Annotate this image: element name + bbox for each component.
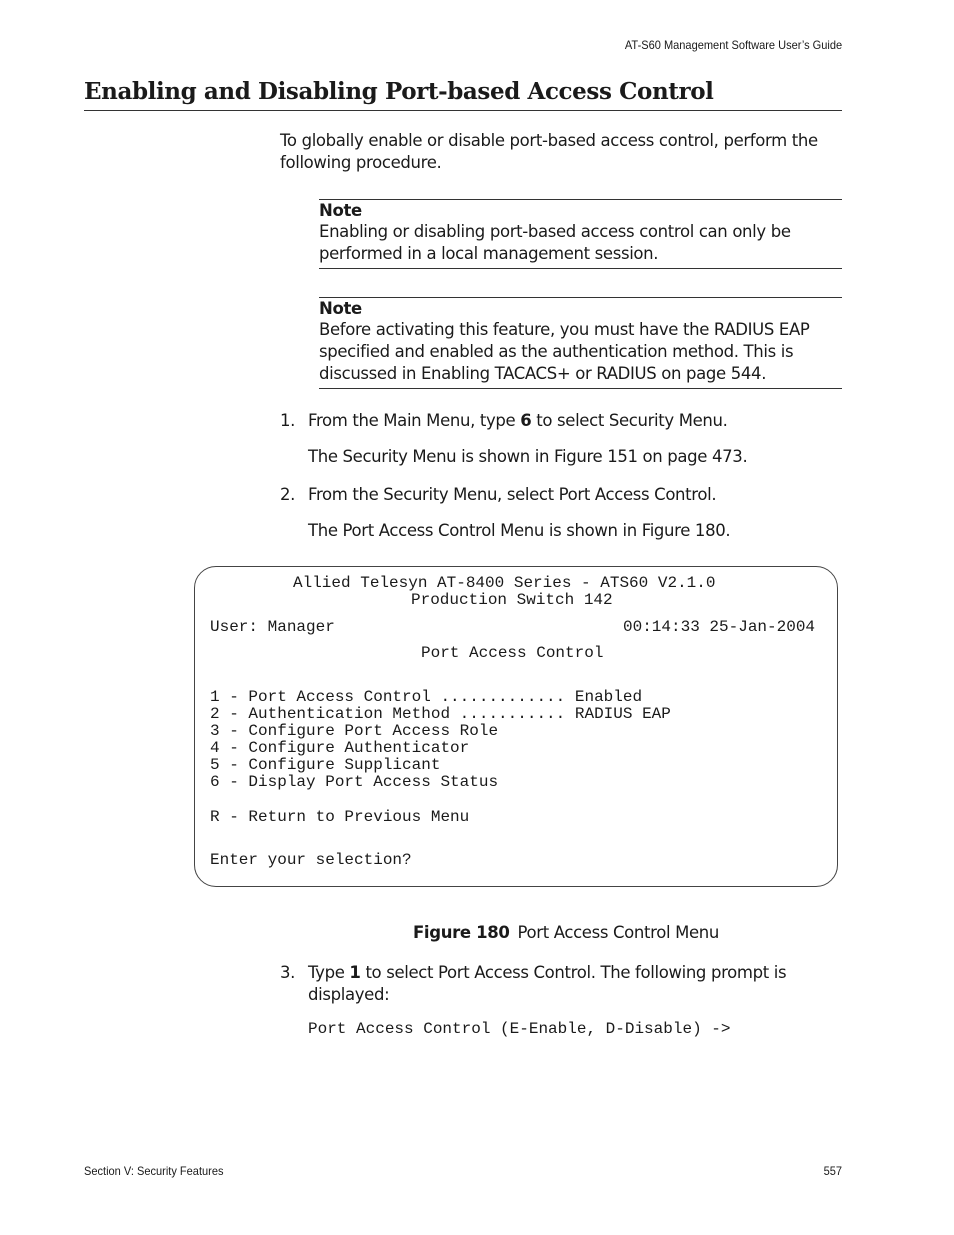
terminal-menu-title: Port Access Control [421, 644, 604, 662]
terminal-user: User: Manager [210, 618, 335, 636]
note-box [319, 199, 842, 269]
figure-caption [413, 922, 719, 944]
intro-paragraph: To globally enable or disable port-based access control, perform the following procedure. [280, 131, 818, 172]
step-2-result: The Port Access Control Menu is shown in Figure 180. [308, 521, 731, 540]
terminal-screen [194, 566, 838, 887]
title-rule [84, 110, 842, 111]
step-text: From the Main Menu, type 6 to select Security Menu. [308, 411, 728, 430]
step-key: 6 [520, 411, 532, 430]
terminal-switch-name: Production Switch 142 [411, 591, 613, 609]
terminal-prompt: Enter your selection? [210, 851, 412, 869]
menu-item-configure-supplicant: 5 - Configure Supplicant [210, 756, 441, 774]
terminal-datetime: 00:14:33 25-Jan-2004 [623, 618, 816, 636]
step-1-result: The Security Menu is shown in Figure 151 on page 473. [308, 447, 748, 466]
step-text: Type 1 to select Port Access Control. The following prompt is displayed: [308, 963, 787, 1004]
running-header: AT-S60 Management Software User’s Guide [624, 38, 842, 52]
note-label: Note [319, 201, 362, 220]
note-label: Note [319, 299, 362, 318]
note-text: Enabling or disabling port-based access control can only be performed in a local management session. [319, 222, 791, 263]
figure-label: Figure 180 [413, 923, 510, 942]
page-number: 557 [823, 1164, 842, 1178]
step-key: 1 [349, 963, 361, 982]
menu-item-return: R - Return to Previous Menu [210, 808, 470, 826]
menu-item-configure-authenticator: 4 - Configure Authenticator [210, 739, 470, 757]
step-number: 1. [280, 411, 296, 430]
menu-item-display-status: 6 - Display Port Access Status [210, 773, 499, 791]
section-title: Enabling and Disabling Port-based Access Control [84, 78, 714, 105]
step-text: From the Security Menu, select Port Access Control. [308, 485, 717, 504]
note-text: Before activating this feature, you must have the RADIUS EAP specified and enabled as the authentication method. This is discussed in Enabling TACACS+ or RADIUS on page 544. [319, 320, 810, 383]
menu-item-port-access-control: 1 - Port Access Control ............. Enabled [210, 688, 643, 706]
note-box [319, 297, 842, 389]
terminal-banner: Allied Telesyn AT-8400 Series - ATS60 V2.1.0 [293, 574, 716, 592]
menu-item-configure-role: 3 - Configure Port Access Role [210, 722, 499, 740]
step-number: 3. [280, 963, 296, 982]
prompt-code: Port Access Control (E-Enable, D-Disable) -> [308, 1020, 731, 1038]
figure-caption-text: Port Access Control Menu [517, 923, 719, 942]
step-number: 2. [280, 485, 296, 504]
menu-item-authentication-method: 2 - Authentication Method ........... RADIUS EAP [210, 705, 671, 723]
footer-section: Section V: Security Features [84, 1164, 224, 1178]
